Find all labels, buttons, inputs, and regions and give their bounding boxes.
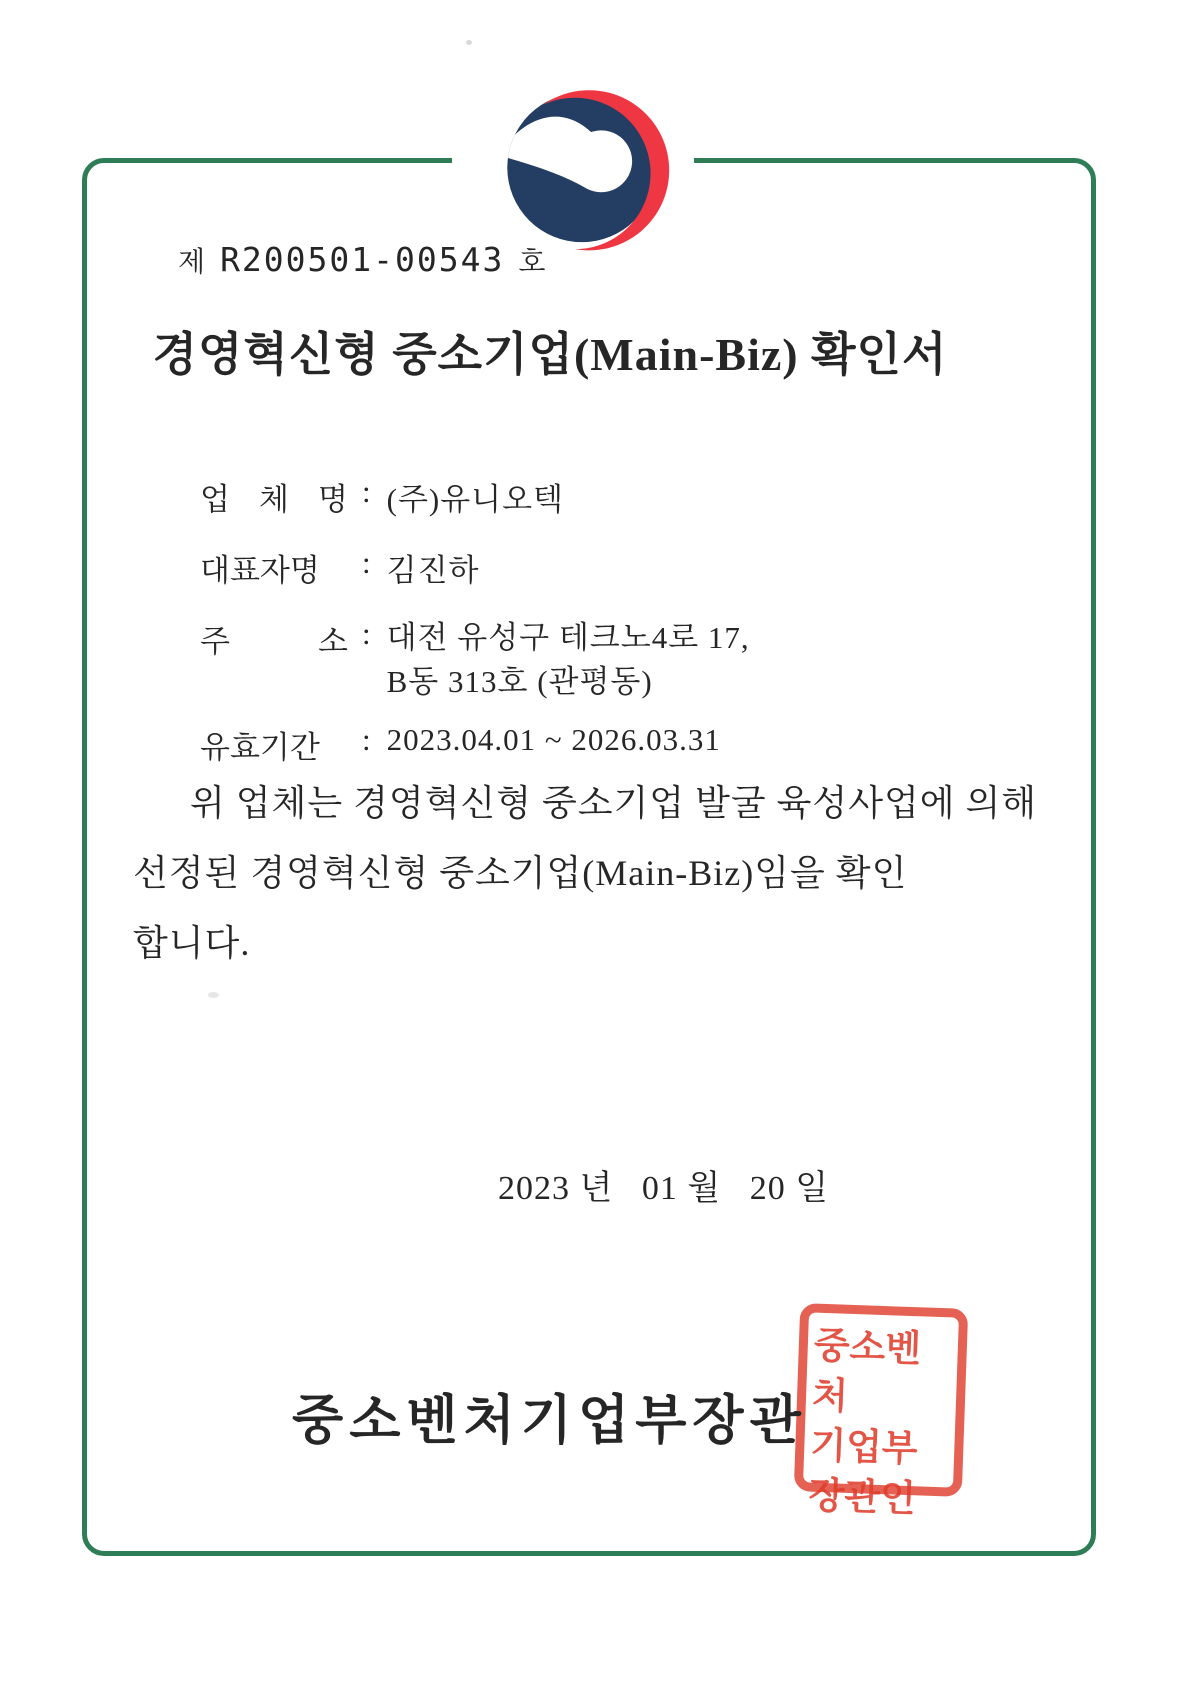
company-name-label: 업 체 명 (200, 482, 348, 517)
certificate-title: 경영혁신형 중소기업(Main-Biz) 확인서 (152, 329, 948, 380)
field-row-company (200, 474, 750, 519)
body-line-1: 위 업체는 경영혁신형 중소기업 발굴 육성사업에 의해 (190, 783, 1038, 823)
seal-line-1: 중소벤처 (811, 1324, 922, 1417)
address-line-2: B동 313호 (관평동) (386, 664, 653, 699)
issuer-title: 중소벤처기업부장관 (292, 1392, 807, 1450)
korea-government-emblem-icon (500, 72, 682, 254)
official-seal (794, 1303, 968, 1520)
cert-number-suffix: 호 (518, 247, 547, 278)
field-colon: : (362, 616, 371, 651)
representative-value: 김진하 (386, 553, 480, 588)
body-text (133, 768, 1038, 978)
company-name-value: (주)유니오텍 (386, 482, 565, 517)
address-line-1: 대전 유성구 테크노4로 17, (386, 620, 750, 655)
issue-date: 2023 년 01 월 20 일 (498, 1170, 830, 1207)
field-row-representative (200, 545, 750, 590)
address-value (387, 616, 750, 704)
seal-line-2: 기업부 (809, 1424, 919, 1470)
scan-artifact-dot (466, 40, 472, 45)
certificate-number (178, 240, 546, 280)
representative-label: 대표자명 (200, 553, 320, 588)
cert-number-prefix: 제 (178, 247, 207, 278)
seal-line-3: 장관인 (807, 1474, 917, 1520)
fields-section (200, 474, 750, 793)
field-row-validity (200, 722, 750, 767)
validity-value: 2023.04.01 ~ 2026.03.31 (386, 722, 721, 757)
field-colon: : (362, 474, 371, 509)
field-colon: : (362, 545, 371, 580)
body-line-2: 선정된 경영혁신형 중소기업(Main-Biz)임을 확인 (133, 853, 908, 893)
cert-number-value: R200501-00543 (220, 240, 505, 279)
validity-label: 유효기간 (200, 730, 320, 765)
body-line-3: 합니다. (133, 923, 251, 963)
field-row-address (200, 616, 750, 704)
field-colon: : (362, 722, 371, 757)
address-label: 주 소 (200, 624, 348, 659)
